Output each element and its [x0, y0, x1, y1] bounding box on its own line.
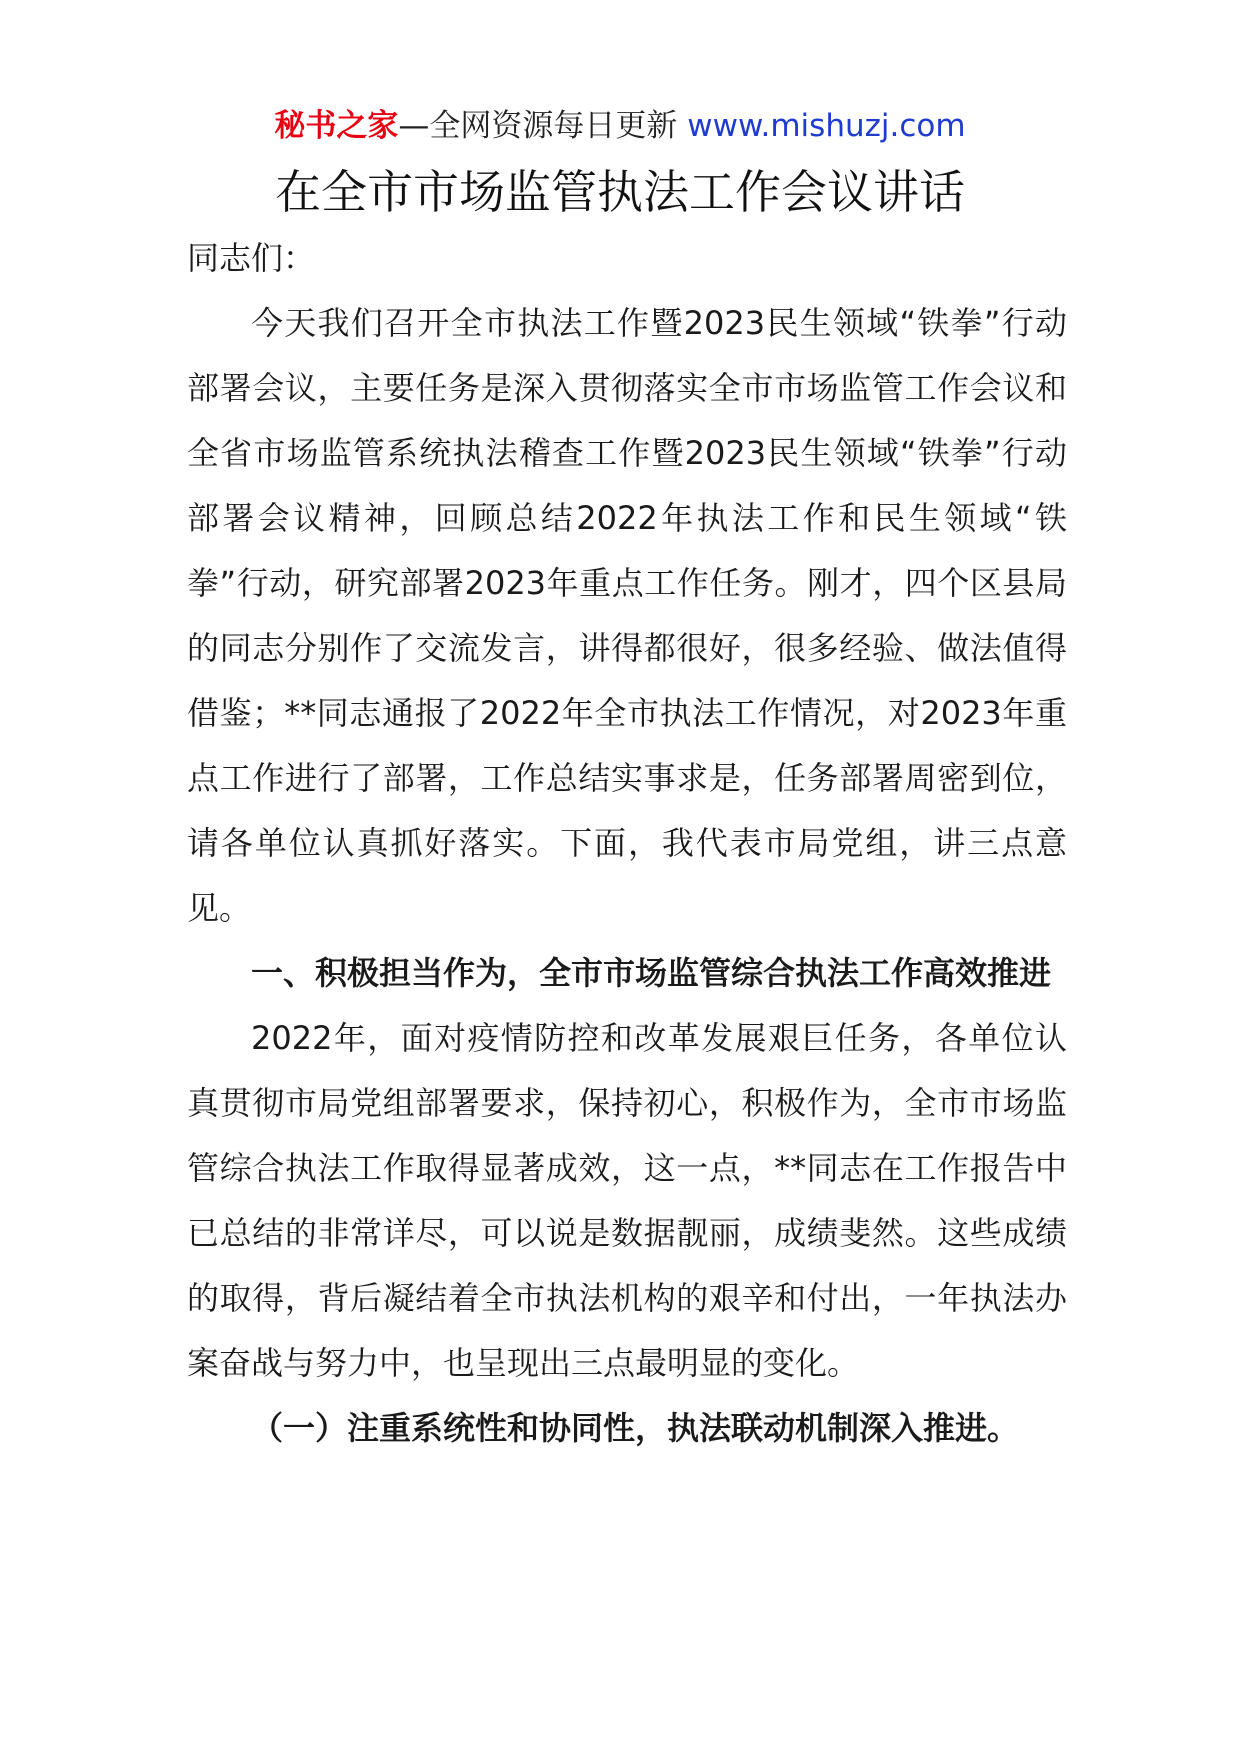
- document-title: 在全市市场监管执法工作会议讲话: [275, 165, 965, 219]
- banner-slogan: —全网资源每日更新: [398, 108, 688, 144]
- brand-name: 秘书之家: [274, 108, 399, 144]
- paragraph-intro: 今天我们召开全市执法工作暨2023民生领域“铁拳”行动部署会议，主要任务是深入贯彻落实全市市场监管工作会议和全省市场监管系统执法稽查工作暨2023民生领域“铁拳”行动部署会议精神，回顾总结2022年执法工作和民生领域“铁拳”行动，研究部署2023年重点工作任务。刚才，四个区县局的同志分别作了交流发言，讲得都很好，很多经验、做法值得借鉴；**同志通报了2022年全市执法工作情况，对2023年重点工作进行了部署，工作总结实事求是，任务部署周密到位，请各单位认真抓好落实。下面，我代表市局党组，讲三点意见。: [187, 304, 1067, 927]
- document-body: [187, 226, 1067, 1461]
- site-url-link[interactable]: www.mishuzj.com: [687, 108, 966, 144]
- site-banner: [0, 104, 1240, 148]
- section-heading-1: 一、积极担当作为，全市市场监管综合执法工作高效推进: [251, 954, 1052, 992]
- subsection-heading-1: （一）注重系统性和协同性，执法联动机制深入推进。: [251, 1409, 1020, 1447]
- greeting: 同志们：: [187, 239, 316, 277]
- paragraph-section-1: 2022年，面对疫情防控和改革发展艰巨任务，各单位认真贯彻市局党组部署要求，保持初心，积极作为，全市市场监管综合执法工作取得显著成效，这一点，**同志在工作报告中已总结的非常详尽，可以说是数据靓丽，成绩斐然。这些成绩的取得，背后凝结着全市执法机构的艰辛和付出，一年执法办案奋战与努力中，也呈现出三点最明显的变化。: [187, 1019, 1067, 1382]
